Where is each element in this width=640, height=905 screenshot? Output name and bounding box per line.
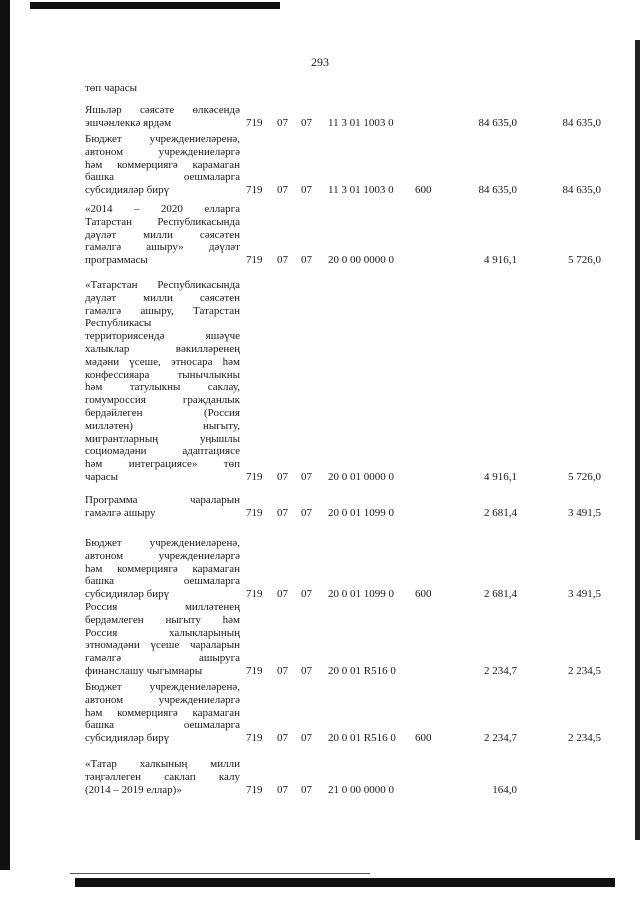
row-name-line: Россия милләтенең (85, 601, 240, 613)
row-name-line: төп чарасы (85, 82, 138, 94)
row-name-line: субсидияләр бирү (85, 588, 170, 601)
row-name-line: гамәлгә ашыру, Татарстан (85, 304, 240, 317)
amount-year-2: 3 491,5 (568, 506, 601, 519)
row-name-line: территориясендә яшәүче (85, 330, 240, 343)
row-name-line: мәдәни үсеше, этносара һәм (85, 355, 240, 368)
target-article-code: 20 0 01 1099 0 (328, 588, 394, 601)
row-name-line: башка оешмаларга (85, 719, 240, 732)
subsection-code: 07 (301, 116, 312, 129)
row-name-line: программасы (85, 254, 148, 267)
amount-year-1: 2 234,7 (484, 732, 517, 745)
target-article-code: 20 0 00 0000 0 (328, 254, 394, 267)
row-name-line: этномәдәни үсеше чараларын (85, 639, 240, 652)
row-name-line: тәңгәллеген саклап калу (85, 770, 240, 783)
subsection-code: 07 (301, 783, 312, 796)
section-code: 07 (277, 665, 288, 677)
row-name (85, 82, 240, 95)
amount-year-2: 2 234,5 (568, 732, 601, 745)
row-name-line: башка оешмаларга (85, 171, 240, 184)
row-name-line: субсидияләр бирү (85, 732, 170, 745)
target-article-code: 20 0 01 R516 0 (328, 732, 396, 745)
amount-year-1: 2 234,7 (484, 665, 517, 677)
row-name-line: дәүләт милли сәясәтен (85, 228, 240, 241)
row-name-line: һәм коммерциягә карамаган (85, 706, 240, 719)
ministry-code: 719 (246, 783, 263, 796)
amount-year-2: 84 635,0 (562, 184, 601, 197)
row-name-line: «2014 – 2020 елларга (85, 203, 240, 215)
amount-year-1: 84 635,0 (478, 184, 517, 197)
row-name-line: финанслашу чыгымнары (85, 664, 203, 677)
row-name-line: һәм интеграциясе» төп (85, 458, 240, 471)
row-name-line: һәм коммерциягә карамаган (85, 158, 240, 171)
row-name-line: бердәйлеген (Россия (85, 406, 240, 419)
section-code: 07 (277, 783, 288, 796)
amount-year-1: 2 681,4 (484, 588, 517, 601)
row-name-line: халыклар вәкилләренең (85, 342, 240, 355)
row-name-line: дәүләт милли сәясәтен (85, 291, 240, 304)
section-code: 07 (277, 254, 288, 267)
amount-year-2: 5 726,0 (568, 254, 601, 267)
amount-year-2: 3 491,5 (568, 588, 601, 601)
amount-year-2: 84 635,0 (562, 116, 601, 129)
target-article-code: 20 0 01 1099 0 (328, 506, 394, 519)
amount-year-1: 84 635,0 (478, 116, 517, 129)
subsection-code: 07 (301, 506, 312, 519)
page-number: 293 (311, 55, 329, 69)
expense-type-code: 600 (415, 184, 432, 197)
row-name-line: милләтен) ныгыту, (85, 419, 240, 432)
target-article-code: 21 0 00 0000 0 (328, 783, 394, 796)
ministry-code: 719 (246, 471, 263, 483)
target-article-code: 20 0 01 0000 0 (328, 471, 394, 483)
subsection-code: 07 (301, 588, 312, 601)
row-name-line: бердәмлеген ныгыту һәм (85, 613, 240, 626)
row-name-line: эшчәнлеккә ярдәм (85, 116, 172, 129)
row-name (85, 601, 240, 678)
section-code: 07 (277, 732, 288, 745)
section-code: 07 (277, 588, 288, 601)
amount-year-2: 5 726,0 (568, 471, 601, 483)
subsection-code: 07 (301, 665, 312, 677)
row-name-line: автоном учреждениеләргә (85, 145, 240, 158)
subsection-code: 07 (301, 184, 312, 197)
row-name-line: Бюджет учреждениеләренә, (85, 681, 240, 693)
ministry-code: 719 (246, 506, 263, 519)
ministry-code: 719 (246, 254, 263, 267)
row-name-line: Россия халыкларының (85, 626, 240, 639)
row-name-line: һәм татулыкны саклау, (85, 381, 240, 394)
row-name-line: чарасы (85, 470, 119, 483)
row-name-line: Республикасы (85, 317, 152, 330)
row-name-line: Бюджет учреждениеләренә, (85, 133, 240, 145)
ministry-code: 719 (246, 116, 263, 129)
row-name-line: субсидияләр бирү (85, 184, 170, 197)
row-name (85, 494, 240, 520)
section-code: 07 (277, 471, 288, 483)
amount-year-1: 4 916,1 (484, 254, 517, 267)
target-article-code: 20 0 01 R516 0 (328, 665, 396, 677)
row-name-line: гомумроссия гражданлык (85, 394, 240, 407)
row-name (85, 279, 240, 484)
section-code: 07 (277, 116, 288, 129)
row-name-line: гамәлгә ашыру (85, 506, 156, 519)
row-name-line: автоном учреждениеләргә (85, 549, 240, 562)
row-name-line: «Татарстан Республикасында (85, 279, 240, 291)
row-name (85, 758, 240, 796)
row-name-line: һәм коммерциягә карамаган (85, 562, 240, 575)
row-name-line: гамәлгә ашыру» дәүләт (85, 241, 240, 254)
expense-type-code: 600 (415, 732, 432, 745)
subsection-code: 07 (301, 254, 312, 267)
row-name (85, 104, 240, 130)
section-code: 07 (277, 184, 288, 197)
row-name-line: гамәлгә ашыруга (85, 652, 240, 665)
row-name-line: Программа чараларын (85, 494, 240, 506)
amount-year-1: 4 916,1 (484, 471, 517, 483)
amount-year-2: 2 234,5 (568, 665, 601, 677)
subsection-code: 07 (301, 732, 312, 745)
section-code: 07 (277, 506, 288, 519)
subsection-code: 07 (301, 471, 312, 483)
target-article-code: 11 3 01 1003 0 (328, 184, 394, 197)
row-name-line: конфессияара тынычлыкны (85, 368, 240, 381)
row-name (85, 203, 240, 267)
expense-type-code: 600 (415, 588, 432, 601)
row-name-line: социомәдәни адаптациясе (85, 445, 240, 458)
row-name-line: «Татар халкының милли (85, 758, 240, 770)
amount-year-1: 164,0 (492, 783, 517, 796)
row-name-line: мигрантларның уңышлы (85, 432, 240, 445)
ministry-code: 719 (246, 665, 263, 677)
amount-year-1: 2 681,4 (484, 506, 517, 519)
ministry-code: 719 (246, 588, 263, 601)
row-name-line: автоном учреждениеләргә (85, 693, 240, 706)
ministry-code: 719 (246, 184, 263, 197)
row-name (85, 681, 240, 745)
row-name (85, 537, 240, 601)
row-name-line: башка оешмаларга (85, 575, 240, 588)
target-article-code: 11 3 01 1003 0 (328, 116, 394, 129)
ministry-code: 719 (246, 732, 263, 745)
row-name-line: (2014 – 2019 еллар)» (85, 783, 182, 796)
row-name-line: Яшьләр сәясәте өлкәсендә (85, 104, 240, 116)
row-name-line: Бюджет учреждениеләренә, (85, 537, 240, 549)
row-name-line: Татарстан Республикасында (85, 215, 240, 228)
row-name (85, 133, 240, 197)
